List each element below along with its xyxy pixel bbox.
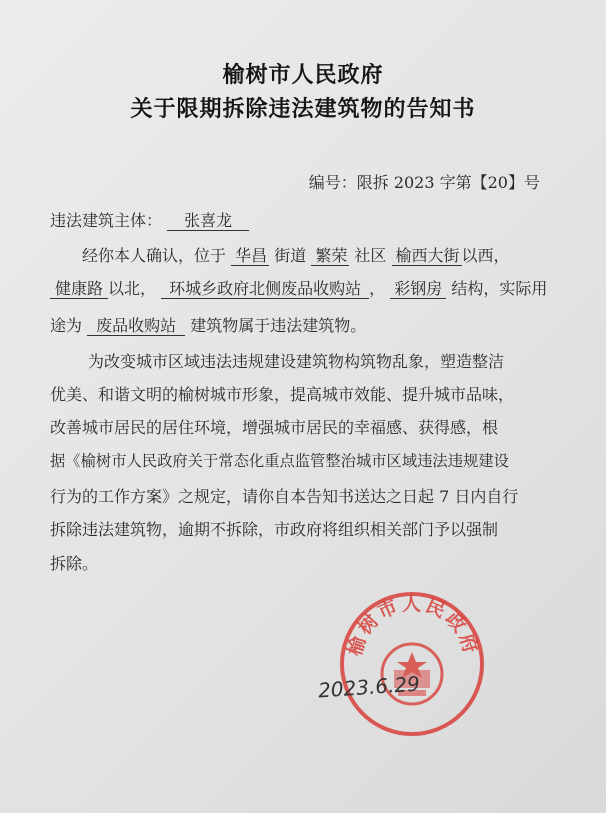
issuer-title: 榆树市人民政府 — [222, 63, 384, 88]
street-suffix: 街道 — [274, 246, 307, 265]
road1-value: 榆西大街 — [392, 246, 462, 266]
structure-suffix: 结构，实际用 — [451, 279, 548, 298]
place-sep: ， — [369, 279, 386, 298]
road1-suffix: 以西， — [461, 246, 510, 265]
para2-line: 拆除违法建筑物，逾期不拆除，市政府将组织相关部门予以强制 — [50, 520, 499, 539]
svg-text:榆树市人民政府 — [343, 593, 483, 659]
para2-line: 为改变城市区域违法违规建设建筑物构筑物乱象，塑造整洁 — [88, 352, 505, 371]
document-number: 编号：限拆 2023 字第【20】号 — [308, 173, 540, 192]
road2-suffix: 以北， — [108, 279, 157, 298]
para1-ending: 建筑物属于违法建筑物。 — [190, 316, 367, 335]
structure-value: 彩钢房 — [390, 279, 446, 299]
subject-label: 违法建筑主体： — [50, 211, 163, 230]
para2-line: 拆除。 — [50, 554, 99, 573]
para2-line: 据《榆树市人民政府关于常态化重点监管整治城市区域违法违规建设 — [50, 452, 509, 470]
para2-line: 行为的工作方案》之规定，请你自本告知书送达之日起 7 日内自行 — [50, 487, 519, 506]
handwritten-date: 2023.6.29 — [317, 671, 421, 703]
use-prefix: 途为 — [50, 316, 83, 335]
community-suffix: 社区 — [354, 246, 387, 265]
para2-line: 优美、和谐文明的榆树城市形象，提高城市效能、提升城市品味， — [50, 385, 515, 404]
use-value: 废品收购站 — [87, 316, 185, 336]
para2-line: 改善城市居民的居住环境，增强城市居民的幸福感、获得感，根 — [50, 418, 499, 437]
community-value: 繁荣 — [311, 246, 349, 266]
document-title: 关于限期拆除违法建筑物的告知书 — [130, 97, 476, 122]
subject-name: 张喜龙 — [167, 211, 249, 231]
para1-line1 — [82, 243, 510, 266]
para1-line2 — [50, 276, 547, 299]
place-value: 环城乡政府北侧废品收购站 — [161, 279, 369, 299]
para1-intro: 经你本人确认，位于 — [82, 246, 227, 265]
seal-text: 榆树市人民政府 — [343, 592, 483, 659]
subject-line — [50, 208, 249, 231]
street-value: 华昌 — [231, 246, 269, 266]
official-seal — [338, 590, 486, 738]
road2-value: 健康路 — [50, 279, 108, 299]
para1-line3 — [50, 313, 366, 336]
